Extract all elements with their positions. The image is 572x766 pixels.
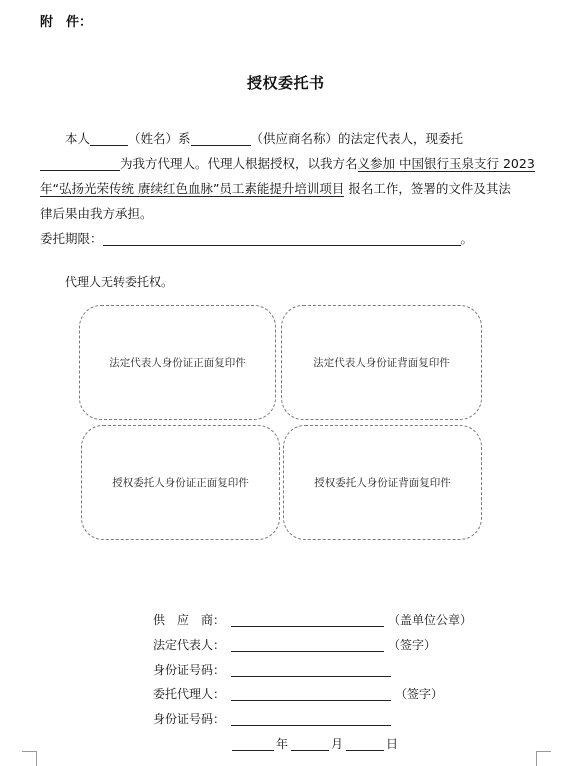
legal-rep-id-front-box [79,305,276,420]
year-blank [232,750,274,751]
paragraph-line-1 [65,131,463,147]
no-transfer-note: 代理人无转委托权。 [65,275,174,289]
text-supplier-hint: （供应商名称）的法定代表人，现委托 [250,131,464,146]
supplier-label: 供 应 商： [153,613,226,627]
text-signing: 报名工作，签署的文件及其法 [344,181,511,196]
document-title: 授权委托书 [247,74,325,92]
legal-rep-id-back-label: 法定代表人身份证背面复印件 [313,357,450,369]
legal-rep-id-back-box [281,305,482,420]
agent-id-number-label: 身份证号码： [153,712,226,726]
agent-sign-note: （签字） [395,687,444,701]
name-blank [90,131,128,146]
month-label: 月 [331,737,344,751]
legal-rep-sign-note: （签字） [388,638,437,652]
agent-id-number-line [231,725,391,726]
paragraph-line-3 [40,181,511,197]
agent-id-front-label: 授权委托人身份证正面复印件 [112,477,249,489]
legal-rep-label: 法定代表人： [153,638,226,652]
term-label: 委托期限： [40,231,103,246]
text-name-hint: （姓名）系 [128,131,191,146]
page-corner-mark-right [536,751,551,766]
term-end: 。 [460,231,474,246]
paragraph-line-4: 律后果由我方承担。 [40,206,153,221]
agent-id-back-label: 授权委托人身份证背面复印件 [314,477,451,489]
attachment-label: 附 件： [40,15,93,30]
term-line [40,231,473,247]
day-label: 日 [386,737,399,751]
term-blank [103,231,461,246]
id-number-label: 身份证号码： [153,663,226,677]
supplier-line [231,626,384,627]
day-blank [346,750,384,751]
supplier-name-blank [191,131,251,146]
id-number-line [231,676,391,677]
seal-note: （盖单位公章） [388,613,473,627]
agent-name-blank [40,156,120,171]
agent-id-front-box [81,425,280,540]
agent-line [231,700,391,701]
text-project-name: 年“弘扬光荣传统 赓续红色血脉”员工素能提升培训项目 [40,181,345,196]
text-agent-role: 为我方代理人。代理人根据授权，以我方名 [120,156,358,171]
page-corner-mark-left [22,751,37,766]
text-ben-ren: 本人 [65,131,91,146]
year-label: 年 [276,737,289,751]
month-blank [291,750,329,751]
agent-label: 委托代理人： [153,687,226,701]
paragraph-line-2 [40,156,535,172]
legal-rep-line [231,651,384,652]
text-project-bank: 义参加 中国银行玉泉支行 2023 [357,156,535,171]
legal-rep-id-front-label: 法定代表人身份证正面复印件 [109,357,246,369]
agent-id-back-box [283,425,482,540]
